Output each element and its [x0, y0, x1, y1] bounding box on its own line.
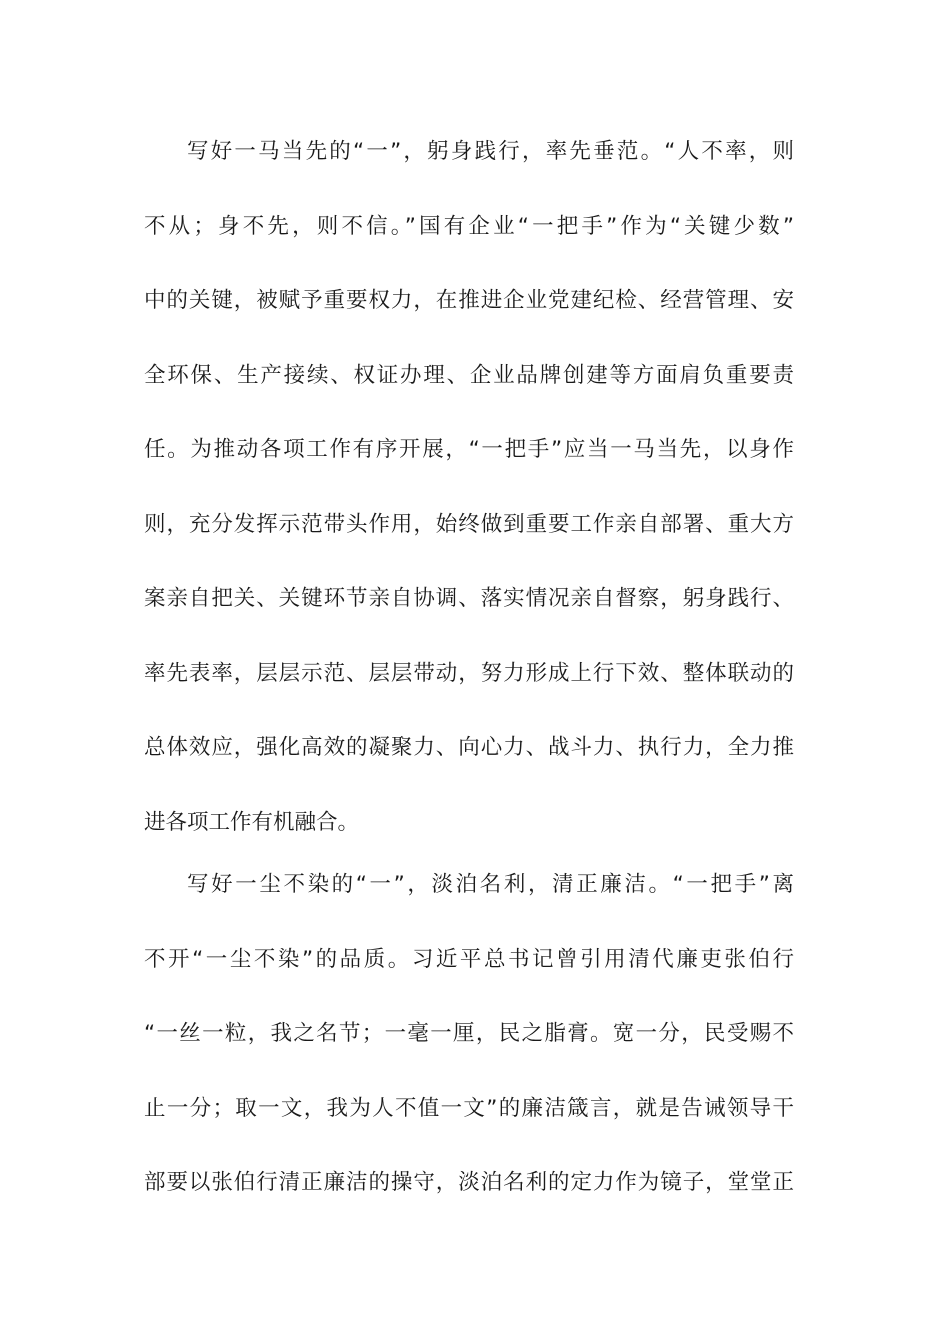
text-line: 全环保、生产接续、权证办理、企业品牌创建等方面肩负重要责: [144, 363, 794, 388]
text-line: 进各项工作有机融合。: [144, 810, 360, 835]
text-line: “一丝一粒，我之名节；一毫一厘，民之脂膏。宽一分，民受赐不: [144, 1021, 794, 1046]
text-line: 写好一马当先的“一”，躬身践行，率先垂范。“人不率，则: [187, 139, 794, 164]
text-line: 中的关键，被赋予重要权力，在推进企业党建纪检、经营管理、安: [144, 288, 794, 313]
text-line: 写好一尘不染的“一”，淡泊名利，清正廉洁。“一把手”离: [187, 872, 794, 897]
text-line: 不从；身不先，则不信。”国有企业“一把手”作为“关键少数”: [144, 214, 794, 239]
text-line: 总体效应，强化高效的凝聚力、向心力、战斗力、执行力，全力推: [144, 735, 794, 760]
text-line: 部要以张伯行清正廉洁的操守，淡泊名利的定力作为镜子，堂堂正: [144, 1170, 794, 1195]
text-line: 任。为推动各项工作有序开展，“一把手”应当一马当先，以身作: [144, 437, 794, 462]
text-line: 率先表率，层层示范、层层带动，努力形成上行下效、整体联动的: [144, 661, 794, 686]
text-line: 案亲自把关、关键环节亲自协调、落实情况亲自督察，躬身践行、: [144, 586, 794, 611]
text-line: 则，充分发挥示范带头作用，始终做到重要工作亲自部署、重大方: [144, 512, 794, 537]
text-line: 不开“一尘不染”的品质。习近平总书记曾引用清代廉吏张伯行: [144, 947, 794, 972]
text-line: 止一分；取一文，我为人不值一文”的廉洁箴言，就是告诫领导干: [144, 1096, 794, 1121]
